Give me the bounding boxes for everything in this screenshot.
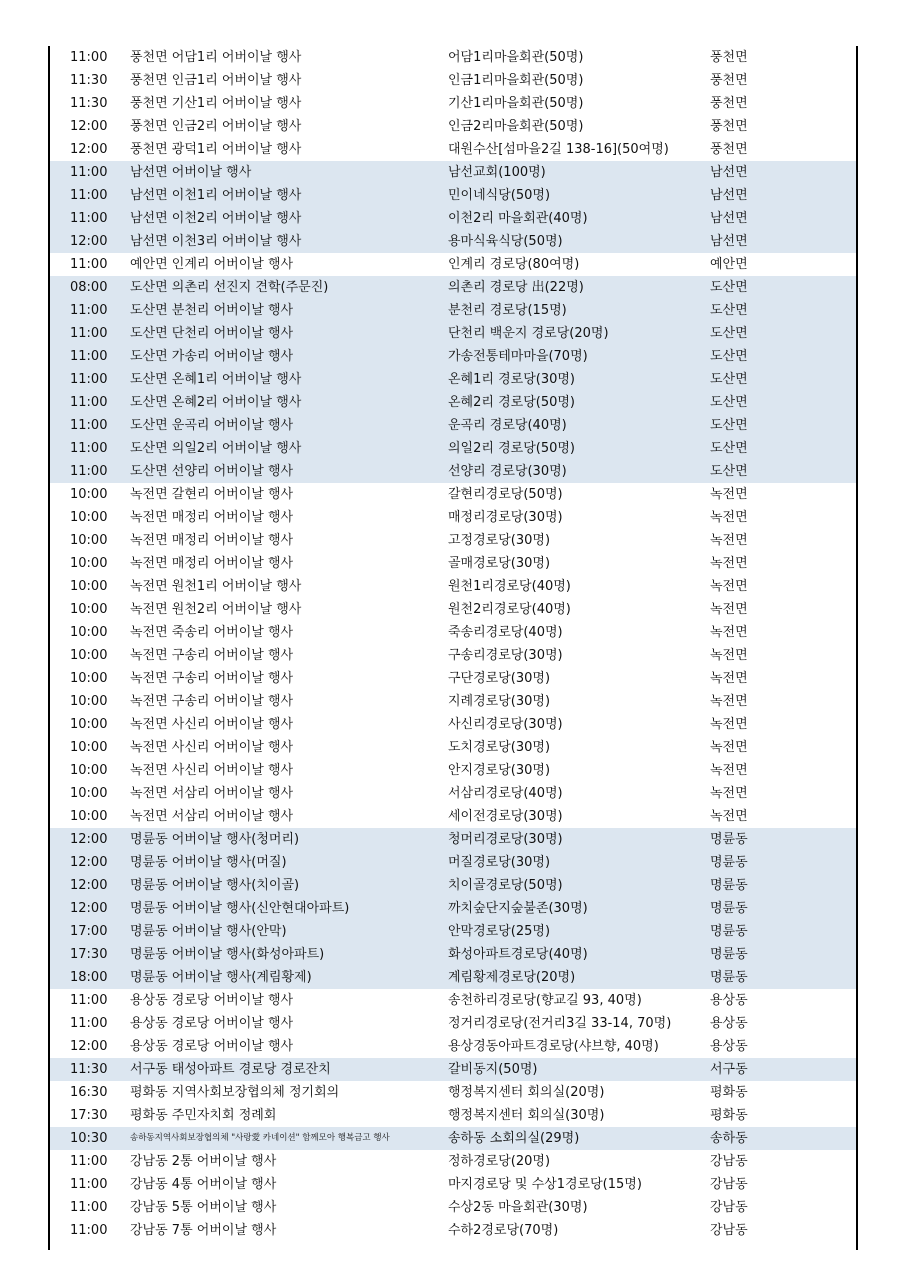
time-cell: 10:00 xyxy=(70,533,108,548)
area-cell: 녹전면 xyxy=(710,556,748,571)
event-cell: 명륜동 어버이날 행사(머질) xyxy=(130,855,287,870)
time-cell: 10:30 xyxy=(70,1131,108,1146)
event-cell: 녹전면 사신리 어버이날 행사 xyxy=(130,740,294,755)
table-row xyxy=(50,851,856,874)
event-cell: 녹전면 구송리 어버이날 행사 xyxy=(130,671,294,686)
time-cell: 17:30 xyxy=(70,947,108,962)
place-cell: 의촌리 경로당 出(22명) xyxy=(448,280,584,295)
event-cell: 명륜동 어버이날 행사(청머리) xyxy=(130,832,300,847)
event-cell: 도산면 운곡리 어버이날 행사 xyxy=(130,418,294,433)
event-cell: 녹전면 매정리 어버이날 행사 xyxy=(130,510,294,525)
table-row xyxy=(50,184,856,207)
area-cell: 남선면 xyxy=(710,165,748,180)
table-row xyxy=(50,483,856,506)
place-cell: 용마식육식당(50명) xyxy=(448,234,563,249)
place-cell: 도치경로당(30명) xyxy=(448,740,551,755)
table-row xyxy=(50,989,856,1012)
time-cell: 17:00 xyxy=(70,924,108,939)
area-cell: 평화동 xyxy=(710,1108,748,1123)
time-cell: 11:00 xyxy=(70,326,108,341)
area-cell: 녹전면 xyxy=(710,602,748,617)
time-cell: 10:00 xyxy=(70,740,108,755)
place-cell: 용상경동아파트경로당(샤브향, 40명) xyxy=(448,1039,659,1054)
event-cell: 도산면 의일2리 어버이날 행사 xyxy=(130,441,302,456)
table-row xyxy=(50,782,856,805)
place-cell: 정거리경로당(전거리3길 33-14, 70명) xyxy=(448,1016,672,1031)
area-cell: 평화동 xyxy=(710,1085,748,1100)
area-cell: 녹전면 xyxy=(710,809,748,824)
table-row xyxy=(50,506,856,529)
time-cell: 10:00 xyxy=(70,556,108,571)
time-cell: 12:00 xyxy=(70,878,108,893)
event-cell: 평화동 주민자치회 정례회 xyxy=(130,1108,277,1123)
area-cell: 녹전면 xyxy=(710,671,748,686)
event-cell: 도산면 가송리 어버이날 행사 xyxy=(130,349,294,364)
time-cell: 10:00 xyxy=(70,786,108,801)
table-row xyxy=(50,207,856,230)
time-cell: 16:30 xyxy=(70,1085,108,1100)
area-cell: 도산면 xyxy=(710,349,748,364)
time-cell: 11:00 xyxy=(70,50,108,65)
time-cell: 11:00 xyxy=(70,395,108,410)
time-cell: 08:00 xyxy=(70,280,108,295)
place-cell: 운곡리 경로당(40명) xyxy=(448,418,567,433)
time-cell: 12:00 xyxy=(70,901,108,916)
place-cell: 골매경로당(30명) xyxy=(448,556,551,571)
place-cell: 분천리 경로당(15명) xyxy=(448,303,567,318)
place-cell: 대원수산[섬마을2길 138-16](50여명) xyxy=(448,142,669,157)
time-cell: 11:00 xyxy=(70,257,108,272)
area-cell: 녹전면 xyxy=(710,694,748,709)
area-cell: 용상동 xyxy=(710,1039,748,1054)
table-row xyxy=(50,828,856,851)
table-row xyxy=(50,598,856,621)
area-cell: 명륜동 xyxy=(710,924,748,939)
place-cell: 인금1리마을회관(50명) xyxy=(448,73,584,88)
event-cell: 송하동지역사회보장협의체 "사랑愛 카네이션" 함께모아 행복금고 행사 xyxy=(130,1133,390,1143)
event-cell: 녹전면 갈현리 어버이날 행사 xyxy=(130,487,294,502)
schedule-rows xyxy=(50,46,856,1242)
place-cell: 구송리경로당(30명) xyxy=(448,648,563,663)
place-cell: 인금2리마을회관(50명) xyxy=(448,119,584,134)
event-cell: 녹전면 사신리 어버이날 행사 xyxy=(130,717,294,732)
time-cell: 12:00 xyxy=(70,832,108,847)
event-cell: 용상동 경로당 어버이날 행사 xyxy=(130,993,294,1008)
area-cell: 녹전면 xyxy=(710,740,748,755)
place-cell: 의일2리 경로당(50명) xyxy=(448,441,575,456)
time-cell: 11:00 xyxy=(70,1200,108,1215)
area-cell: 남선면 xyxy=(710,211,748,226)
time-cell: 10:00 xyxy=(70,694,108,709)
place-cell: 온혜2리 경로당(50명) xyxy=(448,395,575,410)
table-row xyxy=(50,667,856,690)
event-cell: 도산면 온혜1리 어버이날 행사 xyxy=(130,372,302,387)
area-cell: 녹전면 xyxy=(710,533,748,548)
area-cell: 예안면 xyxy=(710,257,748,272)
time-cell: 11:00 xyxy=(70,188,108,203)
event-cell: 용상동 경로당 어버이날 행사 xyxy=(130,1039,294,1054)
event-cell: 강남동 7통 어버이날 행사 xyxy=(130,1223,277,1238)
event-cell: 명륜동 어버이날 행사(안막) xyxy=(130,924,287,939)
place-cell: 기산1리마을회관(50명) xyxy=(448,96,584,111)
place-cell: 갈비동지(50명) xyxy=(448,1062,538,1077)
event-cell: 도산면 선양리 어버이날 행사 xyxy=(130,464,294,479)
table-row xyxy=(50,1150,856,1173)
event-cell: 녹전면 구송리 어버이날 행사 xyxy=(130,648,294,663)
table-row xyxy=(50,1058,856,1081)
event-cell: 녹전면 서삼리 어버이날 행사 xyxy=(130,809,294,824)
event-cell: 풍천면 어담1리 어버이날 행사 xyxy=(130,50,302,65)
time-cell: 10:00 xyxy=(70,579,108,594)
area-cell: 송하동 xyxy=(710,1131,748,1146)
event-cell: 강남동 2통 어버이날 행사 xyxy=(130,1154,277,1169)
table-row xyxy=(50,690,856,713)
place-cell: 세이전경로당(30명) xyxy=(448,809,563,824)
area-cell: 도산면 xyxy=(710,280,748,295)
place-cell: 수하2경로당(70명) xyxy=(448,1223,559,1238)
table-row xyxy=(50,759,856,782)
event-cell: 풍천면 광덕1리 어버이날 행사 xyxy=(130,142,302,157)
area-cell: 녹전면 xyxy=(710,510,748,525)
event-cell: 용상동 경로당 어버이날 행사 xyxy=(130,1016,294,1031)
area-cell: 용상동 xyxy=(710,1016,748,1031)
event-cell: 서구동 태성아파트 경로당 경로잔치 xyxy=(130,1062,331,1077)
table-row xyxy=(50,1081,856,1104)
table-row xyxy=(50,115,856,138)
area-cell: 명륜동 xyxy=(710,970,748,985)
time-cell: 10:00 xyxy=(70,625,108,640)
table-row xyxy=(50,437,856,460)
area-cell: 남선면 xyxy=(710,234,748,249)
area-cell: 명륜동 xyxy=(710,832,748,847)
table-row xyxy=(50,966,856,989)
event-cell: 도산면 단천리 어버이날 행사 xyxy=(130,326,294,341)
time-cell: 11:00 xyxy=(70,1223,108,1238)
time-cell: 10:00 xyxy=(70,648,108,663)
event-cell: 녹전면 구송리 어버이날 행사 xyxy=(130,694,294,709)
time-cell: 11:00 xyxy=(70,441,108,456)
time-cell: 11:00 xyxy=(70,165,108,180)
place-cell: 송천하리경로당(향교길 93, 40명) xyxy=(448,993,642,1008)
place-cell: 인계리 경로당(80여명) xyxy=(448,257,580,272)
place-cell: 사신리경로당(30명) xyxy=(448,717,563,732)
area-cell: 도산면 xyxy=(710,303,748,318)
time-cell: 17:30 xyxy=(70,1108,108,1123)
table-row xyxy=(50,299,856,322)
table-row xyxy=(50,575,856,598)
table-row xyxy=(50,161,856,184)
area-cell: 도산면 xyxy=(710,372,748,387)
table-row xyxy=(50,1127,856,1150)
area-cell: 도산면 xyxy=(710,464,748,479)
area-cell: 녹전면 xyxy=(710,487,748,502)
place-cell: 원천2리경로당(40명) xyxy=(448,602,571,617)
time-cell: 10:00 xyxy=(70,487,108,502)
event-cell: 명륜동 어버이날 행사(계림황제) xyxy=(130,970,312,985)
place-cell: 갈현리경로당(50명) xyxy=(448,487,563,502)
time-cell: 12:00 xyxy=(70,1039,108,1054)
table-row xyxy=(50,805,856,828)
area-cell: 풍천면 xyxy=(710,96,748,111)
area-cell: 녹전면 xyxy=(710,786,748,801)
event-cell: 녹전면 죽송리 어버이날 행사 xyxy=(130,625,294,640)
place-cell: 민이네식당(50명) xyxy=(448,188,551,203)
table-row xyxy=(50,920,856,943)
time-cell: 11:00 xyxy=(70,1154,108,1169)
table-row xyxy=(50,92,856,115)
area-cell: 녹전면 xyxy=(710,717,748,732)
time-cell: 11:00 xyxy=(70,303,108,318)
time-cell: 12:00 xyxy=(70,234,108,249)
area-cell: 강남동 xyxy=(710,1223,748,1238)
place-cell: 수상2동 마을회관(30명) xyxy=(448,1200,588,1215)
event-cell: 녹전면 원천2리 어버이날 행사 xyxy=(130,602,302,617)
area-cell: 녹전면 xyxy=(710,763,748,778)
place-cell: 마지경로당 및 수상1경로당(15명) xyxy=(448,1177,642,1192)
time-cell: 10:00 xyxy=(70,763,108,778)
place-cell: 안지경로당(30명) xyxy=(448,763,551,778)
area-cell: 풍천면 xyxy=(710,142,748,157)
event-cell: 명륜동 어버이날 행사(치이골) xyxy=(130,878,300,893)
table-row xyxy=(50,1104,856,1127)
time-cell: 11:00 xyxy=(70,1016,108,1031)
time-cell: 11:00 xyxy=(70,372,108,387)
event-cell: 녹전면 사신리 어버이날 행사 xyxy=(130,763,294,778)
time-cell: 11:00 xyxy=(70,349,108,364)
area-cell: 명륜동 xyxy=(710,878,748,893)
area-cell: 명륜동 xyxy=(710,855,748,870)
table-row xyxy=(50,230,856,253)
place-cell: 가송전통테마마을(70명) xyxy=(448,349,588,364)
area-cell: 남선면 xyxy=(710,188,748,203)
event-cell: 강남동 5통 어버이날 행사 xyxy=(130,1200,277,1215)
area-cell: 명륜동 xyxy=(710,947,748,962)
area-cell: 녹전면 xyxy=(710,625,748,640)
time-cell: 11:00 xyxy=(70,211,108,226)
table-row xyxy=(50,1012,856,1035)
place-cell: 행정복지센터 회의실(20명) xyxy=(448,1085,605,1100)
place-cell: 송하동 소회의실(29명) xyxy=(448,1131,580,1146)
event-cell: 녹전면 원천1리 어버이날 행사 xyxy=(130,579,302,594)
table-row xyxy=(50,345,856,368)
time-cell: 11:30 xyxy=(70,1062,108,1077)
time-cell: 12:00 xyxy=(70,855,108,870)
table-row xyxy=(50,897,856,920)
event-cell: 명륜동 어버이날 행사(신안현대아파트) xyxy=(130,901,350,916)
area-cell: 도산면 xyxy=(710,441,748,456)
event-cell: 녹전면 서삼리 어버이날 행사 xyxy=(130,786,294,801)
place-cell: 안막경로당(25명) xyxy=(448,924,551,939)
place-cell: 어담1리마을회관(50명) xyxy=(448,50,584,65)
place-cell: 치이골경로당(50명) xyxy=(448,878,563,893)
time-cell: 12:00 xyxy=(70,119,108,134)
event-cell: 명륜동 어버이날 행사(화성아파트) xyxy=(130,947,325,962)
event-cell: 도산면 온혜2리 어버이날 행사 xyxy=(130,395,302,410)
area-cell: 용상동 xyxy=(710,993,748,1008)
time-cell: 11:00 xyxy=(70,418,108,433)
table-row xyxy=(50,276,856,299)
place-cell: 화성아파트경로당(40명) xyxy=(448,947,588,962)
table-row xyxy=(50,552,856,575)
table-row xyxy=(50,943,856,966)
place-cell: 머질경로당(30명) xyxy=(448,855,551,870)
time-cell: 11:00 xyxy=(70,1177,108,1192)
time-cell: 12:00 xyxy=(70,142,108,157)
place-cell: 남선교회(100명) xyxy=(448,165,546,180)
event-cell: 도산면 분천리 어버이날 행사 xyxy=(130,303,294,318)
area-cell: 강남동 xyxy=(710,1177,748,1192)
table-row xyxy=(50,529,856,552)
place-cell: 온혜1리 경로당(30명) xyxy=(448,372,575,387)
area-cell: 녹전면 xyxy=(710,579,748,594)
event-cell: 녹전면 매정리 어버이날 행사 xyxy=(130,533,294,548)
table-row xyxy=(50,322,856,345)
area-cell: 녹전면 xyxy=(710,648,748,663)
table-row xyxy=(50,460,856,483)
place-cell: 이천2리 마을회관(40명) xyxy=(448,211,588,226)
time-cell: 10:00 xyxy=(70,510,108,525)
event-cell: 풍천면 인금2리 어버이날 행사 xyxy=(130,119,302,134)
event-cell: 녹전면 매정리 어버이날 행사 xyxy=(130,556,294,571)
table-border-right xyxy=(856,46,858,1250)
event-cell: 강남동 4통 어버이날 행사 xyxy=(130,1177,277,1192)
table-row xyxy=(50,644,856,667)
place-cell: 선양리 경로당(30명) xyxy=(448,464,567,479)
place-cell: 원천1리경로당(40명) xyxy=(448,579,571,594)
area-cell: 도산면 xyxy=(710,326,748,341)
event-cell: 남선면 이천1리 어버이날 행사 xyxy=(130,188,302,203)
time-cell: 10:00 xyxy=(70,671,108,686)
area-cell: 풍천면 xyxy=(710,73,748,88)
time-cell: 18:00 xyxy=(70,970,108,985)
table-row xyxy=(50,874,856,897)
place-cell: 서삼리경로당(40명) xyxy=(448,786,563,801)
place-cell: 청머리경로당(30명) xyxy=(448,832,563,847)
event-cell: 풍천면 기산1리 어버이날 행사 xyxy=(130,96,302,111)
area-cell: 명륜동 xyxy=(710,901,748,916)
table-row xyxy=(50,621,856,644)
table-row xyxy=(50,414,856,437)
place-cell: 구단경로당(30명) xyxy=(448,671,551,686)
place-cell: 단천리 백운지 경로당(20명) xyxy=(448,326,609,341)
area-cell: 도산면 xyxy=(710,418,748,433)
area-cell: 서구동 xyxy=(710,1062,748,1077)
table-row xyxy=(50,1173,856,1196)
time-cell: 11:30 xyxy=(70,73,108,88)
time-cell: 11:30 xyxy=(70,96,108,111)
time-cell: 11:00 xyxy=(70,993,108,1008)
area-cell: 강남동 xyxy=(710,1200,748,1215)
area-cell: 풍천면 xyxy=(710,119,748,134)
area-cell: 강남동 xyxy=(710,1154,748,1169)
place-cell: 매정리경로당(30명) xyxy=(448,510,563,525)
event-cell: 남선면 이천3리 어버이날 행사 xyxy=(130,234,302,249)
time-cell: 10:00 xyxy=(70,809,108,824)
table-row xyxy=(50,253,856,276)
table-row xyxy=(50,368,856,391)
place-cell: 죽송리경로당(40명) xyxy=(448,625,563,640)
table-row xyxy=(50,736,856,759)
event-cell: 예안면 인계리 어버이날 행사 xyxy=(130,257,294,272)
place-cell: 까치숲단지숲불존(30명) xyxy=(448,901,588,916)
area-cell: 도산면 xyxy=(710,395,748,410)
event-cell: 도산면 의촌리 선진지 견학(주문진) xyxy=(130,280,329,295)
table-row xyxy=(50,1219,856,1242)
time-cell: 10:00 xyxy=(70,602,108,617)
table-row xyxy=(50,138,856,161)
event-cell: 풍천면 인금1리 어버이날 행사 xyxy=(130,73,302,88)
place-cell: 정하경로당(20명) xyxy=(448,1154,551,1169)
time-cell: 11:00 xyxy=(70,464,108,479)
area-cell: 풍천면 xyxy=(710,50,748,65)
place-cell: 지례경로당(30명) xyxy=(448,694,551,709)
place-cell: 고정경로당(30명) xyxy=(448,533,551,548)
table-row xyxy=(50,391,856,414)
event-cell: 평화동 지역사회보장협의체 정기회의 xyxy=(130,1085,340,1100)
table-row xyxy=(50,713,856,736)
table-row xyxy=(50,69,856,92)
table-row xyxy=(50,46,856,69)
place-cell: 계림황제경로당(20명) xyxy=(448,970,576,985)
event-cell: 남선면 어버이날 행사 xyxy=(130,165,252,180)
event-cell: 남선면 이천2리 어버이날 행사 xyxy=(130,211,302,226)
table-row xyxy=(50,1035,856,1058)
place-cell: 행정복지센터 회의실(30명) xyxy=(448,1108,605,1123)
table-row xyxy=(50,1196,856,1219)
time-cell: 10:00 xyxy=(70,717,108,732)
